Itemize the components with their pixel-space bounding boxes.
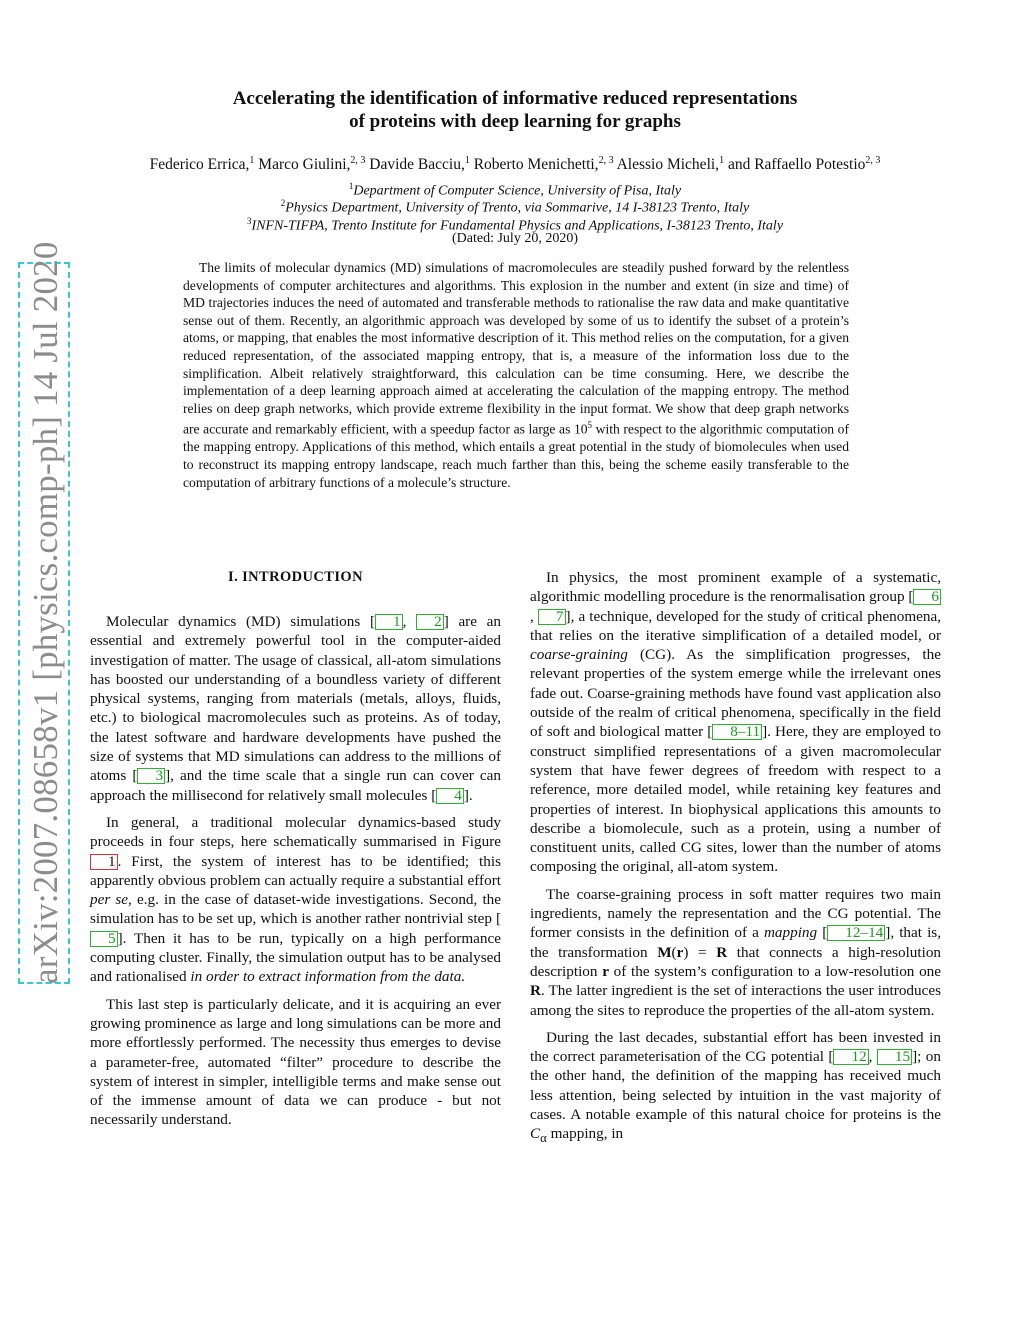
section-heading: I. INTRODUCTION <box>228 569 363 585</box>
figure-reference-link[interactable]: 1 <box>90 854 118 870</box>
paragraph: This last step is particularly delicate, and it is acquiring an ever growing prominence as large and long simulations can be more and more effortlessly performed. The necessity thus emerges to devise a parameter-free, automated “filter” procedure to describe the system of interest in simpler, intelligible terms and make sense out of the immense amount of data we can produce - but not necessarily understand. <box>90 995 501 1129</box>
right-column <box>530 568 941 1157</box>
citation-link[interactable]: 8–11 <box>712 724 762 740</box>
text-run: , e.g. in the case of dataset-wide investigations. Second, the simulation has to be set up, which is another rather nontrivial step <box>90 891 501 928</box>
author: Marco Giulini, <box>258 156 351 174</box>
author: Davide Bacciu, <box>369 156 465 174</box>
affiliation-marker: 3 <box>246 216 252 226</box>
math-symbol: ( <box>671 943 677 961</box>
paragraph: During the last decades, substantial effort has been invested in the correct parameterisation of the CG potential [ 12 , 15 ]; on the other hand, the definition of the mapping has received much less attention, being selected by intuition in the vast majority of cases. A notable example of this natural choice for proteins is the $C_\alpha$ mapping, in <box>530 1028 941 1146</box>
text-run: (CG). As the simplification progresses, the relevant properties of the system emerge while the irrelevant ones fade out. Coarse-graining methods have found vast application also outside of the realm of critical phenomena, specifically in the field of soft and biological matter <box>530 646 941 741</box>
math-symbol: C <box>530 1125 541 1143</box>
math-subscript: α <box>540 1131 547 1146</box>
text-run: . First, the system of interest has to be identified; this apparently obvious problem can actually require a substantial effort <box>90 852 501 889</box>
paragraph: In general, a traditional molecular dynamics-based study proceeds in four steps, here schematically summarised in Figure 1 . First, the system of interest has to be identified; this apparently obvious problem can actually require a substantial effort per se, e.g. in the case of dataset-wide investigations. Second, the simulation has to be set up, which is another rather nontrivial step [5 ]. Then it has to be run, typically on a high performance computing cluster. Finally, the simulation output has to be analysed and rationalised in order to extract information from the data. <box>90 813 501 986</box>
affiliation-marker: 2 <box>280 198 286 208</box>
citation-link[interactable]: 5 <box>90 931 118 947</box>
abstract-exponent: 5 <box>587 420 593 431</box>
text-run: , <box>530 607 538 625</box>
paragraph: In physics, the most prominent example of a systematic, algorithmic modelling procedure is the renormalisation group [ 6, 7 ], a technique, developed for the study of critical phenomena, that relies on the iterative simplification of a detailed model, or coarse-graining (CG). As the simplification progresses, the relevant properties of the system emerge while the irrelevant ones fade out. Coarse-graining methods have found vast application also outside of the realm of critical phenomena, specifically in the field of soft and biological matter [ 8–11 ]. Here, they are employed to construct simplified representations of a given macromolecular system that have fewer degrees of freedom with respect to a reference, more detailed model, while retaining key features and properties of interest. In biophysical applications this amounts to describe a biomolecule, such as a protein, using a number of constituent units, called CG sites, lower than the number of atoms composing the original, all-atom system. <box>530 569 942 876</box>
text-run: of the system’s configuration to a low-resolution one <box>608 962 942 980</box>
text-run: In physics, the most prominent example of a systematic, algorithmic modelling procedure is the renormalisation group <box>530 569 941 606</box>
author: Roberto Menichetti, <box>473 156 599 174</box>
author-affil-marker: 1 <box>249 155 255 166</box>
text-run: , <box>868 1048 877 1066</box>
emphasis-text: per se <box>90 891 129 909</box>
author-list <box>60 151 970 175</box>
text-run: , a technique, developed for the study of critical phenomena, that relies on the iterative simplification of a detailed model, or <box>530 607 942 644</box>
emphasis-text: mapping <box>763 924 818 942</box>
emphasis-text: in order to extract information from the data. <box>190 968 466 986</box>
author-affil-marker: 2, 3 <box>598 155 614 166</box>
text-run: ; on the other hand, the definition of the mapping has received much less attention, being selected by intuition in the vast majority of cases. A notable example of this natural choice for proteins is the <box>530 1048 941 1124</box>
citation-link[interactable]: 4 <box>436 788 464 804</box>
math-symbol: r <box>602 962 609 980</box>
citation-link[interactable]: 1 <box>375 614 403 630</box>
citation-link[interactable]: 12–14 <box>827 925 885 941</box>
author-affil-marker: 1 <box>719 155 725 166</box>
text-run: , and the time scale that a single run can cover can approach the millisecond for relatively small molecules <box>90 767 501 804</box>
affiliation-text: Physics Department, University of Trento, via Sommarive, 14 I-38123 Trento, Italy <box>285 200 750 216</box>
math-symbol: ) = <box>683 943 717 961</box>
text-run: that connects a high-resolution description <box>530 943 942 980</box>
citation-link[interactable]: 15 <box>877 1049 912 1065</box>
citation-link[interactable]: 2 <box>416 614 444 630</box>
text-run: During the last decades, substantial effort has been invested in the correct parameterisation of the CG potential <box>530 1028 941 1066</box>
title-line-1: Accelerating the identification of informative reduced representations <box>232 88 798 109</box>
dated-line: (Dated: July 20, 2020) <box>452 231 578 246</box>
abstract-text-cont: with respect to the algorithmic computation of the mapping entropy. Applications of this method, which entails a great potential in the study of biomolecules when used to reconstruct its mapping entropy landscape, reach much farther than this, being the scheme easily transferable to the computation of arbitrary functions of a molecule’s structure. <box>183 421 849 490</box>
text-run: The coarse-graining process in soft matter requires two main ingredients, namely the representation and the CG potential. The former consists in the definition of a <box>530 885 941 942</box>
text-run: , <box>402 613 417 630</box>
text-run: . Then it has to be run, typically on a high performance computing cluster. Finally, the simulation output has to be analysed and rationalised <box>90 929 501 986</box>
text-run: . Here, they are employed to construct simplified representations of a given macromolecular system that have fewer degrees of freedom with respect to a reference, more detailed model, while retaining key features and properties of interest. In biophysical applications this amounts to describe a biomolecule, such as a protein, using a number of constituent units, called CG sites, lower than the number of atoms composing the original, all-atom system. <box>530 723 941 876</box>
title-line-2: of proteins with deep learning for graphs <box>349 111 681 132</box>
math-symbol: R <box>716 943 728 961</box>
author: Alessio Micheli, <box>616 156 720 174</box>
text-run: are an essential and extremely powerful tool in the computer-aided investigation of matter. The usage of classical, all-atom simulations has boosted our understanding of a boundless variety of different physical systems, ranging from materials (metals, alloys, fluids, etc.) to biological macromolecules such as proteins. As of today, the latest software and hardware developments have pushed the size of systems that MD simulations can address to the millions of atoms <box>90 613 502 785</box>
citation-link[interactable]: 7 <box>538 609 566 625</box>
math-symbol: r <box>676 943 684 961</box>
paragraph: Molecular dynamics (MD) simulations [ 1 , 2 ] are an essential and extremely powerful tool in the computer-aided investigation of matter. The usage of classical, all-atom simulations has boosted our understanding of a boundless variety of different physical systems, ranging from materials (metals, alloys, fluids, etc.) to biological macromolecules such as proteins. As of today, the latest software and hardware developments have pushed the size of systems that MD simulations can address to the millions of atoms [ 3 ], and the time scale that a single run can cover can approach the millisecond for relatively small molecules [ 4 ]. <box>90 613 502 804</box>
text-run: In general, a traditional molecular dynamics-based study proceeds in four steps, here schematically summarised in Figure <box>90 813 501 851</box>
text-run <box>817 924 822 941</box>
author: Federico Errica, <box>149 156 250 174</box>
affiliation-text: INFN-TIFPA, Trento Institute for Fundamental Physics and Applications, I-38123 Trento, Italy <box>251 218 784 234</box>
paragraph: The coarse-graining process in soft matter requires two main ingredients, namely the representation and the CG potential. The former consists in the definition of a mapping [ 12–14 ], that is, the transformation M(r) = R that connects a high-resolution description r of the system’s configuration to a low-resolution one R. The latter ingredient is the set of interactions the user introduces among the sites to reproduce the properties of the all-atom system. <box>530 885 942 1019</box>
text-run: . <box>468 786 473 804</box>
author-affil-marker: 1 <box>464 155 470 166</box>
author-affil-marker: 2, 3 <box>865 155 881 166</box>
abstract <box>183 259 849 491</box>
math-symbol: R <box>530 982 541 1000</box>
left-column <box>90 568 501 1138</box>
text-run: . The latter ingredient is the set of interactions the user introduces among the sites to reproduce the properties of the all-atom system. <box>530 982 941 1019</box>
math-symbol: M <box>657 943 672 961</box>
affiliation-text: Department of Computer Science, University of Pisa, Italy <box>353 183 682 199</box>
text-run: mapping, in <box>546 1125 624 1143</box>
citation-link[interactable]: 6 <box>913 589 941 605</box>
author: and Raffaello Potestio <box>727 156 866 174</box>
text-run: , that is, the transformation <box>530 924 942 961</box>
emphasis-text: coarse-graining <box>530 646 628 664</box>
citation-link[interactable]: 3 <box>137 768 165 784</box>
abstract-text: The limits of molecular dynamics (MD) simulations of macromolecules are steadily pushed forward by the relentless developments of computer architectures and algorithms. This explosion in the number and extent (in size and time) of MD trajectories induces the need of automated and transferable methods to rationalise the raw data and make quantitative sense out of them. Recently, an algorithmic approach was developed by some of us to identify the subset of a protein’s atoms, or mapping, that enables the most informative description of it. This method relies on the computation, for a given reduced representation, of the associated mapping entropy, that is, a measure of the information loss due to the simplification. Albeit relatively straightforward, this calculation can be time consuming. Here, we describe the implementation of a deep learning approach aimed at accelerating the calculation of the mapping entropy. The method relies on deep graph networks, which provide extreme flexibility in the input format. We show that deep graph networks are accurate and remarkably efficient, with a speedup factor as large as 10 <box>183 260 849 437</box>
text-run: Molecular dynamics (MD) simulations <box>106 613 370 630</box>
paper-title <box>120 87 910 133</box>
author-affil-marker: 2, 3 <box>350 155 366 166</box>
affiliation-marker: 1 <box>348 181 354 191</box>
citation-link[interactable]: 12 <box>833 1049 868 1065</box>
arxiv-stamp-label[interactable]: arXiv:2007.08658v1 [physics.comp-ph] 14 Jul 2020 <box>26 241 65 984</box>
